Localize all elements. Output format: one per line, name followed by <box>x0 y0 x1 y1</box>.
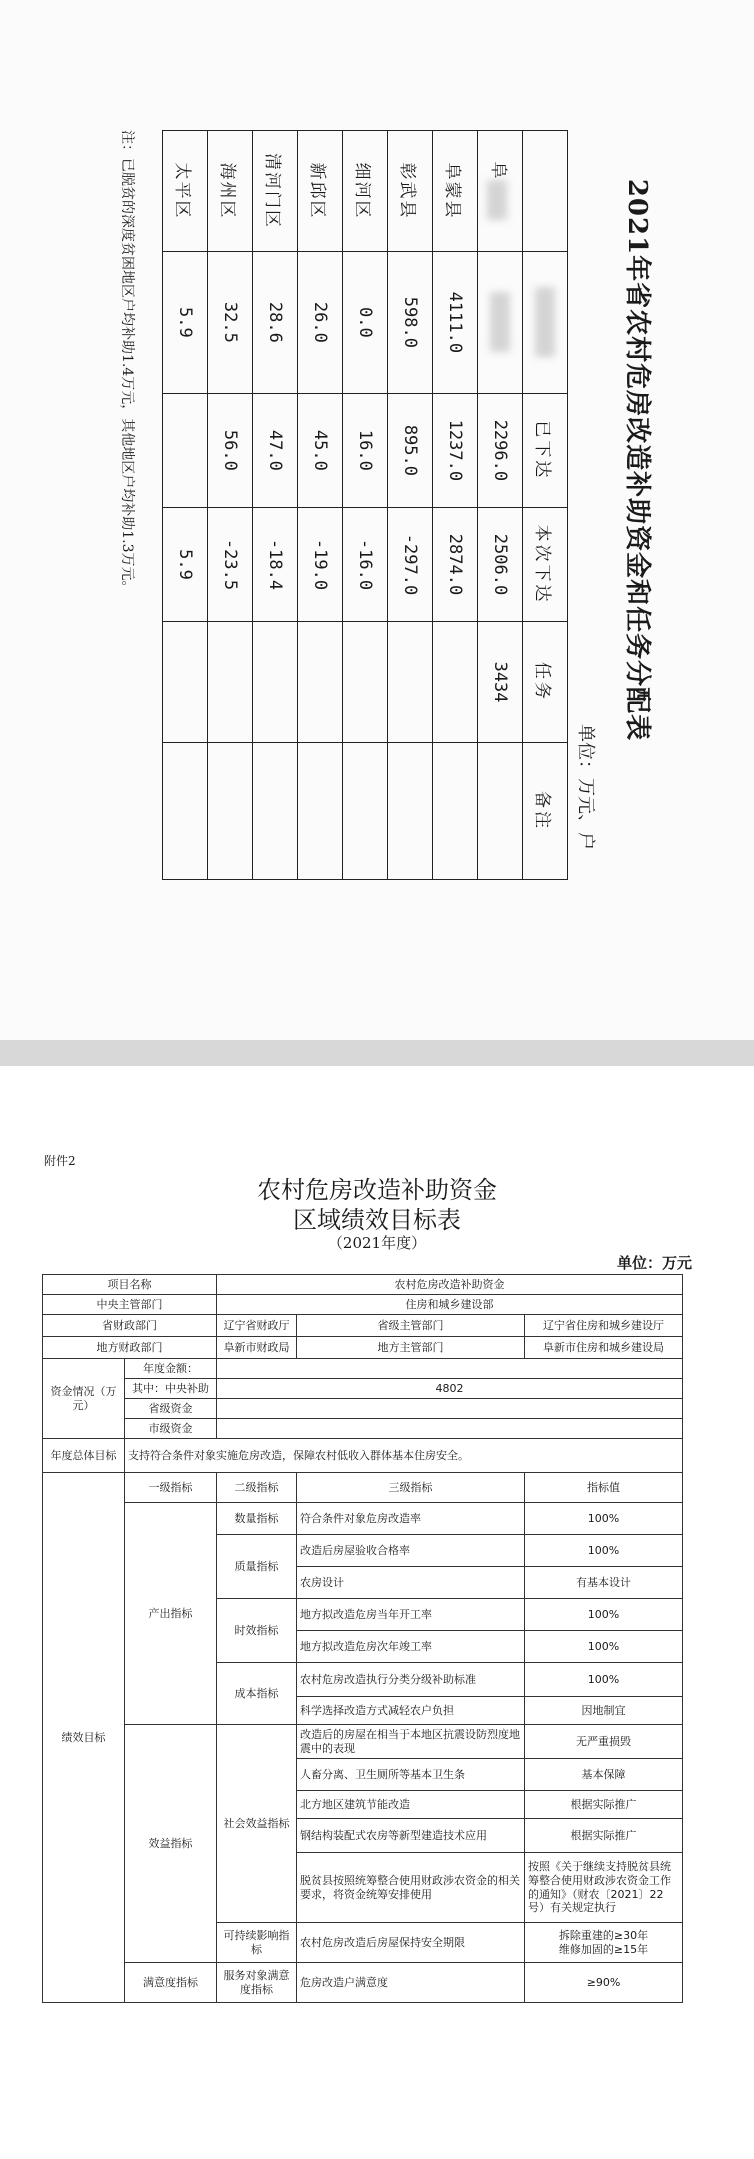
table-row: 省级资金 <box>43 1399 683 1419</box>
annex-label: 附件2 <box>44 1154 76 1168</box>
table-row: 资金情况（万元） 年度金额： <box>43 1359 683 1379</box>
table-row: 细河区 0.0 16.0 -16.0 <box>343 131 388 880</box>
table-row: 项目名称 农村危房改造补助资金 <box>43 1275 683 1295</box>
table-row: 时效指标 地方拟改造危房当年开工率 100% <box>43 1599 683 1631</box>
table-row: 地方拟改造危房次年竣工率 100% <box>43 1631 683 1663</box>
table-row: 阜 2296.0 2506.0 3434 <box>478 131 523 880</box>
table-header-row: 已下达 本次下达 任务 备注 <box>523 131 568 880</box>
table-row: 脱贫县按照统筹整合使用财政涉农资金的相关要求，将资金统筹安排使用 按照《关于继续支持脱贫县统筹整合使用财政涉农资金工作的通知》（财农〔2021〕22号）有关规定执行 <box>43 1853 683 1923</box>
table-row: 可持续影响指标 农村危房改造后房屋保持安全期限 拆除重建的≥30年 维修加固的≥15年 <box>43 1923 683 1963</box>
document-page-1 <box>0 0 754 1040</box>
table-row: 市级资金 <box>43 1419 683 1439</box>
unit-label-2: 单位：万元 <box>616 1254 692 1272</box>
page-title: 农村危房改造补助资金 <box>257 1176 497 1204</box>
table-row: 省财政部门 辽宁省财政厅 省级主管部门 辽宁省住房和城乡建设厅 <box>43 1315 683 1337</box>
table-row: 人畜分离、卫生厕所等基本卫生条 基本保障 <box>43 1759 683 1791</box>
table-row: 太平区 5.9 5.9 <box>163 131 208 880</box>
table-row: 彰武县 598.0 895.0 -297.0 <box>388 131 433 880</box>
table-row: 阜蒙县 4111.0 1237.0 2874.0 <box>433 131 478 880</box>
year-label: （2021年度） <box>327 1234 427 1252</box>
redacted-cell <box>535 287 555 357</box>
rotated-allocation-table <box>58 40 658 880</box>
table-row: 产出指标 数量指标 符合条件对象危房改造率 100% <box>43 1503 683 1535</box>
performance-table <box>42 1274 683 2003</box>
table-row: 成本指标 农村危房改造执行分类分级补助标准 100% <box>43 1663 683 1697</box>
table-row: 北方地区建筑节能改造 根据实际推广 <box>43 1791 683 1819</box>
table-row: 清河门区 28.6 47.0 -18.4 <box>253 131 298 880</box>
table-title: 2021年省农村危房改造补助资金和任务分配表 <box>622 178 652 742</box>
table-row: 地方财政部门 阜新市财政局 地方主管部门 阜新市住房和城乡建设局 <box>43 1337 683 1359</box>
table-row: 中央主管部门 住房和城乡建设部 <box>43 1295 683 1315</box>
table-row: 满意度指标 服务对象满意度指标 危房改造户满意度 ≥90% <box>43 1963 683 2003</box>
page-separator <box>0 1040 754 1066</box>
table-row: 科学选择改造方式减轻农户负担 因地制宜 <box>43 1697 683 1725</box>
table-row: 其中：中央补助 4802 <box>43 1379 683 1399</box>
table-row: 农房设计 有基本设计 <box>43 1567 683 1599</box>
allocation-table <box>162 130 568 880</box>
table-footnote: 注：已脱贫的深度贫困地区户均补助1.4万元，其他地区户均补助1.3万元。 <box>119 130 135 595</box>
table-row: 质量指标 改造后房屋验收合格率 100% <box>43 1535 683 1567</box>
document-page-2 <box>0 1066 754 2159</box>
table-row: 新邱区 26.0 45.0 -19.0 <box>298 131 343 880</box>
page-subtitle: 区域绩效目标表 <box>293 1206 461 1234</box>
table-header-row: 绩效目标 一级指标 二级指标 三级指标 指标值 <box>43 1473 683 1503</box>
table-row: 年度总体目标 支持符合条件对象实施危房改造，保障农村低收入群体基本住房安全。 <box>43 1439 683 1473</box>
table-row: 海州区 32.5 56.0 -23.5 <box>208 131 253 880</box>
table-row: 效益指标 社会效益指标 改造后的房屋在相当于本地区抗震设防烈度地震中的表现 无严重损毁 <box>43 1725 683 1759</box>
unit-label: 单位：万元、户 <box>575 724 596 850</box>
table-row: 钢结构装配式农房等新型建造技术应用 根据实际推广 <box>43 1819 683 1853</box>
